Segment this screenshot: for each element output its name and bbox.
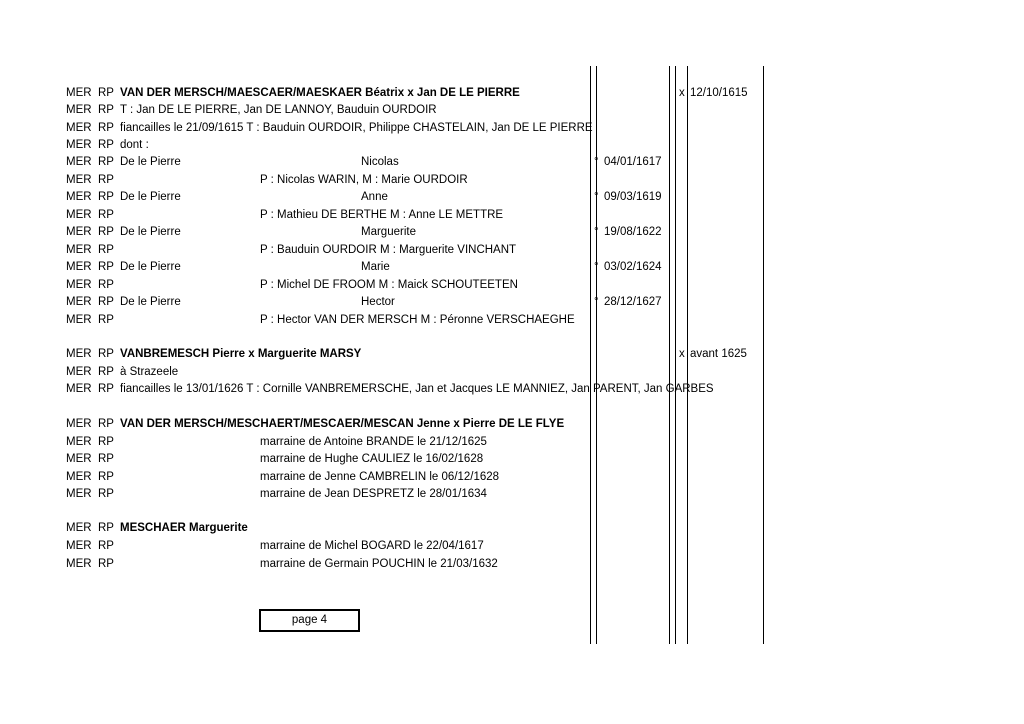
record-detail: marraine de Jenne CAMBRELIN le 06/12/1628 — [260, 471, 500, 483]
record-code: MER — [66, 104, 92, 116]
record-row — [0, 416, 1024, 433]
record-type: RP — [98, 279, 114, 291]
record-detail: P : Mathieu DE BERTHE M : Anne LE METTRE — [260, 209, 504, 221]
record-type: RP — [98, 348, 114, 360]
record-type: RP — [98, 104, 114, 116]
record-row — [0, 469, 1024, 486]
record-type: RP — [98, 453, 114, 465]
record-text: MESCHAER Marguerite — [120, 522, 248, 534]
record-code: MER — [66, 226, 92, 238]
record-row — [0, 85, 1024, 102]
record-code: MER — [66, 156, 92, 168]
marriage-mark: x — [679, 348, 685, 360]
record-row — [0, 137, 1024, 154]
record-type: RP — [98, 261, 114, 273]
record-type: RP — [98, 226, 114, 238]
record-row — [0, 294, 1024, 311]
record-type: RP — [98, 87, 114, 99]
record-text: T : Jan DE LE PIERRE, Jan DE LANNOY, Bauduin OURDOIR — [120, 104, 437, 116]
record-row — [0, 364, 1024, 381]
record-text: De le Pierre — [120, 226, 181, 238]
marriage-mark: x — [679, 87, 685, 99]
record-code: MER — [66, 453, 92, 465]
record-code: MER — [66, 558, 92, 570]
record-code: MER — [66, 87, 92, 99]
record-code: MER — [66, 540, 92, 552]
birth-mark: ° — [594, 226, 599, 238]
record-code: MER — [66, 314, 92, 326]
record-code: MER — [66, 471, 92, 483]
record-detail: marraine de Michel BOGARD le 22/04/1617 — [260, 540, 484, 552]
record-detail: P : Michel DE FROOM M : Maick SCHOUTEETEN — [260, 279, 518, 291]
record-code: MER — [66, 366, 92, 378]
marriage-date: 12/10/1615 — [690, 87, 748, 99]
record-detail: marraine de Germain POUCHIN le 21/03/1632 — [260, 558, 498, 570]
birth-mark: ° — [594, 156, 599, 168]
page-number-box — [259, 609, 360, 632]
record-row — [0, 120, 1024, 137]
record-code: MER — [66, 436, 92, 448]
record-code: MER — [66, 191, 92, 203]
page-number-label: page 4 — [291, 614, 328, 626]
record-code: MER — [66, 383, 92, 395]
record-detail: marraine de Hughe CAULIEZ le 16/02/1628 — [260, 453, 484, 465]
record-row — [0, 346, 1024, 363]
record-row — [0, 434, 1024, 451]
record-text: à Strazeele — [120, 366, 179, 378]
record-type: RP — [98, 296, 114, 308]
record-type: RP — [98, 558, 114, 570]
record-row — [0, 102, 1024, 119]
record-code: MER — [66, 122, 92, 134]
record-type: RP — [98, 314, 114, 326]
birth-date: 04/01/1617 — [604, 156, 662, 168]
birth-date: 09/03/1619 — [604, 191, 662, 203]
record-code: MER — [66, 296, 92, 308]
record-type: RP — [98, 540, 114, 552]
record-row — [0, 224, 1024, 241]
record-code: MER — [66, 418, 92, 430]
record-type: RP — [98, 156, 114, 168]
record-text: VANBREMESCH Pierre x Marguerite MARSY — [120, 348, 362, 360]
given-name: Nicolas — [361, 156, 399, 168]
birth-date: 28/12/1627 — [604, 296, 662, 308]
record-code: MER — [66, 209, 92, 221]
given-name: Hector — [361, 296, 395, 308]
record-row — [0, 538, 1024, 555]
record-text: VAN DER MERSCH/MAESCAER/MAESKAER Béatrix x Jan DE LE PIERRE — [120, 87, 520, 99]
given-name: Anne — [361, 191, 388, 203]
record-type: RP — [98, 174, 114, 186]
record-type: RP — [98, 244, 114, 256]
record-row — [0, 207, 1024, 224]
record-type: RP — [98, 366, 114, 378]
record-code: MER — [66, 261, 92, 273]
given-name: Marguerite — [361, 226, 416, 238]
record-type: RP — [98, 139, 114, 151]
record-row — [0, 312, 1024, 329]
record-detail: marraine de Antoine BRANDE le 21/12/1625 — [260, 436, 487, 448]
record-type: RP — [98, 471, 114, 483]
record-detail: P : Bauduin OURDOIR M : Marguerite VINCHANT — [260, 244, 517, 256]
record-type: RP — [98, 522, 114, 534]
record-row — [0, 486, 1024, 503]
record-type: RP — [98, 488, 114, 500]
record-code: MER — [66, 174, 92, 186]
record-text: De le Pierre — [120, 156, 181, 168]
record-type: RP — [98, 418, 114, 430]
record-row — [0, 451, 1024, 468]
record-row — [0, 259, 1024, 276]
birth-mark: ° — [594, 261, 599, 273]
given-name: Marie — [361, 261, 390, 273]
record-row — [0, 172, 1024, 189]
record-detail: P : Hector VAN DER MERSCH M : Péronne VERSCHAEGHE — [260, 314, 575, 326]
record-text: fiancailles le 21/09/1615 T : Bauduin OURDOIR, Philippe CHASTELAIN, Jan DE LE PIERRE — [120, 122, 593, 134]
record-row — [0, 381, 1024, 398]
record-text: dont : — [120, 139, 149, 151]
record-code: MER — [66, 244, 92, 256]
record-code: MER — [66, 139, 92, 151]
record-row — [0, 189, 1024, 206]
record-type: RP — [98, 122, 114, 134]
record-type: RP — [98, 383, 114, 395]
record-text: De le Pierre — [120, 296, 181, 308]
record-type: RP — [98, 191, 114, 203]
record-row — [0, 154, 1024, 171]
record-text: VAN DER MERSCH/MESCHAERT/MESCAER/MESCAN Jenne x Pierre DE LE FLYE — [120, 418, 565, 430]
record-row — [0, 242, 1024, 259]
birth-date: 19/08/1622 — [604, 226, 662, 238]
birth-date: 03/02/1624 — [604, 261, 662, 273]
record-text: De le Pierre — [120, 261, 181, 273]
birth-mark: ° — [594, 191, 599, 203]
record-text: De le Pierre — [120, 191, 181, 203]
record-code: MER — [66, 522, 92, 534]
record-row — [0, 277, 1024, 294]
record-code: MER — [66, 348, 92, 360]
record-type: RP — [98, 436, 114, 448]
record-detail: P : Nicolas WARIN, M : Marie OURDOIR — [260, 174, 468, 186]
record-text: fiancailles le 13/01/1626 T : Cornille VANBREMERSCHE, Jan et Jacques LE MANNIEZ, Jan PARENT, Jan GARBES — [120, 383, 714, 395]
record-row — [0, 520, 1024, 537]
marriage-date: avant 1625 — [690, 348, 747, 360]
record-code: MER — [66, 488, 92, 500]
record-detail: marraine de Jean DESPRETZ le 28/01/1634 — [260, 488, 487, 500]
birth-mark: ° — [594, 296, 599, 308]
record-row — [0, 556, 1024, 573]
record-type: RP — [98, 209, 114, 221]
record-code: MER — [66, 279, 92, 291]
